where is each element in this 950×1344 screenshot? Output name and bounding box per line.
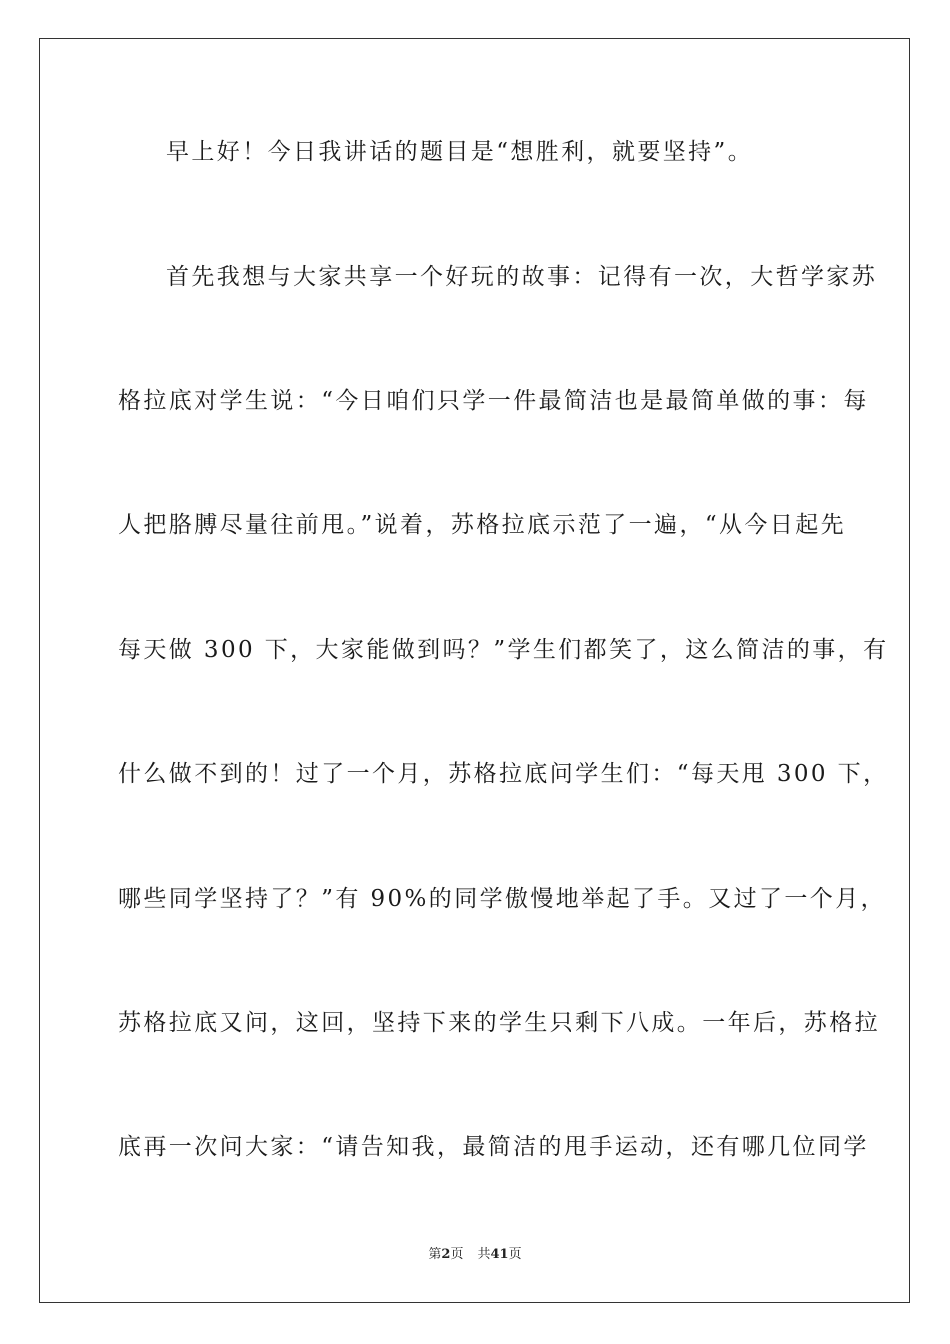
page-prefix: 第 — [428, 1247, 442, 1262]
page-footer — [0, 1246, 950, 1264]
paragraph-line-5: 每天做 300 下，大家能做到吗？”学生们都笑了，这么简洁的事，有 — [118, 637, 889, 663]
page-number: 2 — [441, 1247, 451, 1262]
paragraph-line-1: 早上好！今日我讲话的题目是“想胜利，就要坚持”。 — [166, 139, 754, 165]
paragraph-line-2: 首先我想与大家共享一个好玩的故事：记得有一次，大哲学家苏 — [166, 264, 878, 290]
total-prefix: 共 — [477, 1247, 491, 1262]
page-border — [39, 38, 910, 1303]
total-pages: 41 — [490, 1247, 509, 1262]
page-suffix: 页 — [450, 1247, 464, 1262]
paragraph-line-9: 底再一次问大家：“请告知我，最简洁的甩手运动，还有哪几位同学 — [118, 1134, 869, 1160]
paragraph-line-3: 格拉底对学生说：“今日咱们只学一件最简洁也是最简单做的事：每 — [118, 388, 869, 414]
paragraph-line-7: 哪些同学坚持了？”有 90%的同学傲慢地举起了手。又过了一个月， — [118, 886, 886, 912]
paragraph-line-4: 人把胳膊尽量往前甩。”说着，苏格拉底示范了一遍，“从今日起先 — [118, 512, 847, 538]
paragraph-line-6: 什么做不到的！过了一个月，苏格拉底问学生们：“每天甩 300 下， — [118, 761, 889, 787]
paragraph-line-8: 苏格拉底又问，这回，坚持下来的学生只剩下八成。一年后，苏格拉 — [118, 1010, 880, 1036]
total-suffix: 页 — [508, 1247, 522, 1262]
